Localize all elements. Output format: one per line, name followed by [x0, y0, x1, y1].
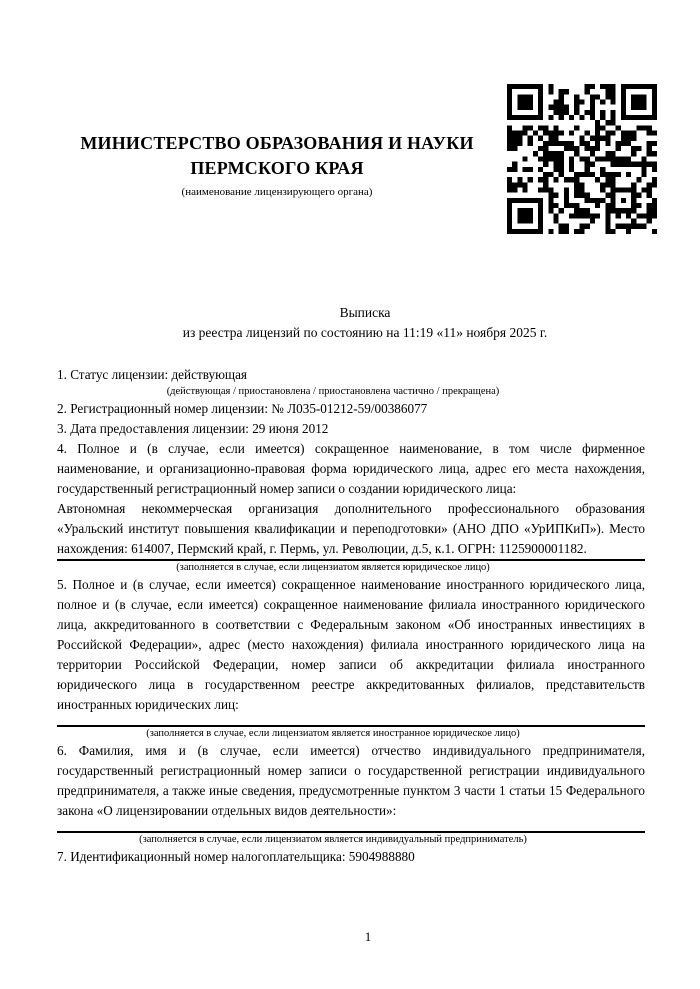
field-legal-entity-value: Автономная некоммерческая организация дополнительного профессионального образования «Уральский институт повышения квалификации и переподготовки» (АНО ДПО «УрИПКиП»). Место нахождения: 614007, Пермский край, г. Пермь, ул. Революции, д.5, к.1. ОГРН: 1125900001182. — [57, 501, 645, 556]
ministry-name-line2: ПЕРМСКОГО КРАЯ — [190, 158, 364, 178]
field-registration-number: 2. Регистрационный номер лицензии: № Л035-01212-59/00386077 — [57, 401, 428, 416]
field-foreign-entity-note: (заполняется в случае, если лицензиатом является иностранное юридическое лицо) — [146, 728, 520, 739]
field-grant-date: 3. Дата предоставления лицензии: 29 июня 2012 — [57, 421, 329, 436]
title-line2: из реестра лицензий по состоянию на 11:19 «11» ноября 2025 г. — [182, 325, 548, 340]
field-license-status-note: (действующая / приостановлена / приостановлена частично / прекращена) — [166, 386, 500, 397]
blank-answer-space — [57, 821, 645, 831]
licensing-authority-caption: (наименование лицензирующего органа) — [181, 186, 373, 198]
field-license-status: 1. Статус лицензии: действующая — [57, 367, 248, 382]
field-foreign-entity-prompt: 5. Полное и (в случае, если имеется) сокращенное наименование иностранного юридического лица, полное и (в случае, если имеется) сокращенное наименование филиала иностранного юридического лица, аккредитованного в соответствии с Федеральным законом «Об иностранных инвестициях в Российской Федерации», адрес (место нахождения) филиала иностранного юридического лица на территории Российской Федерации, номер записи об аккредитации филиала иностранного юридического лица в государственном реестре аккредитованных филиалов, представительств иностранных юридических лиц: — [57, 577, 645, 712]
blank-answer-space — [57, 715, 645, 725]
ministry-header — [57, 131, 497, 199]
field-legal-entity-prompt: 4. Полное и (в случае, если имеется) сокращенное наименование, в том числе фирменное наименование, и организационно-правовая форма юридического лица, адрес его места нахождения, государственный регистрационный номер записи о создании юридического лица: — [57, 441, 645, 496]
page-number: 1 — [364, 929, 372, 944]
field-legal-entity-note: (заполняется в случае, если лицензиатом является юридическое лицо) — [176, 562, 490, 573]
document-body — [57, 365, 645, 867]
field-entrepreneur-prompt: 6. Фамилия, имя и (в случае, если имеется) отчество индивидуального предпринимателя, государственный регистрационный номер записи о государственной регистрации индивидуального предпринимателя, а также иные сведения, предусмотренные пунктом 3 части 1 статьи 15 Федерального закона «О лицензировании отдельных видов деятельности»: — [57, 743, 645, 818]
title-line1: Выписка — [339, 305, 391, 320]
qr-code — [507, 84, 657, 234]
field-taxpayer-number: 7. Идентификационный номер налогоплательщика: 5904988880 — [57, 849, 415, 864]
ministry-name-line1: МИНИСТЕРСТВО ОБРАЗОВАНИЯ И НАУКИ — [80, 133, 474, 153]
qr-code-image — [507, 84, 657, 234]
field-entrepreneur-note: (заполняется в случае, если лицензиатом является индивидуальный предприниматель) — [139, 834, 527, 845]
document-title — [57, 303, 645, 343]
